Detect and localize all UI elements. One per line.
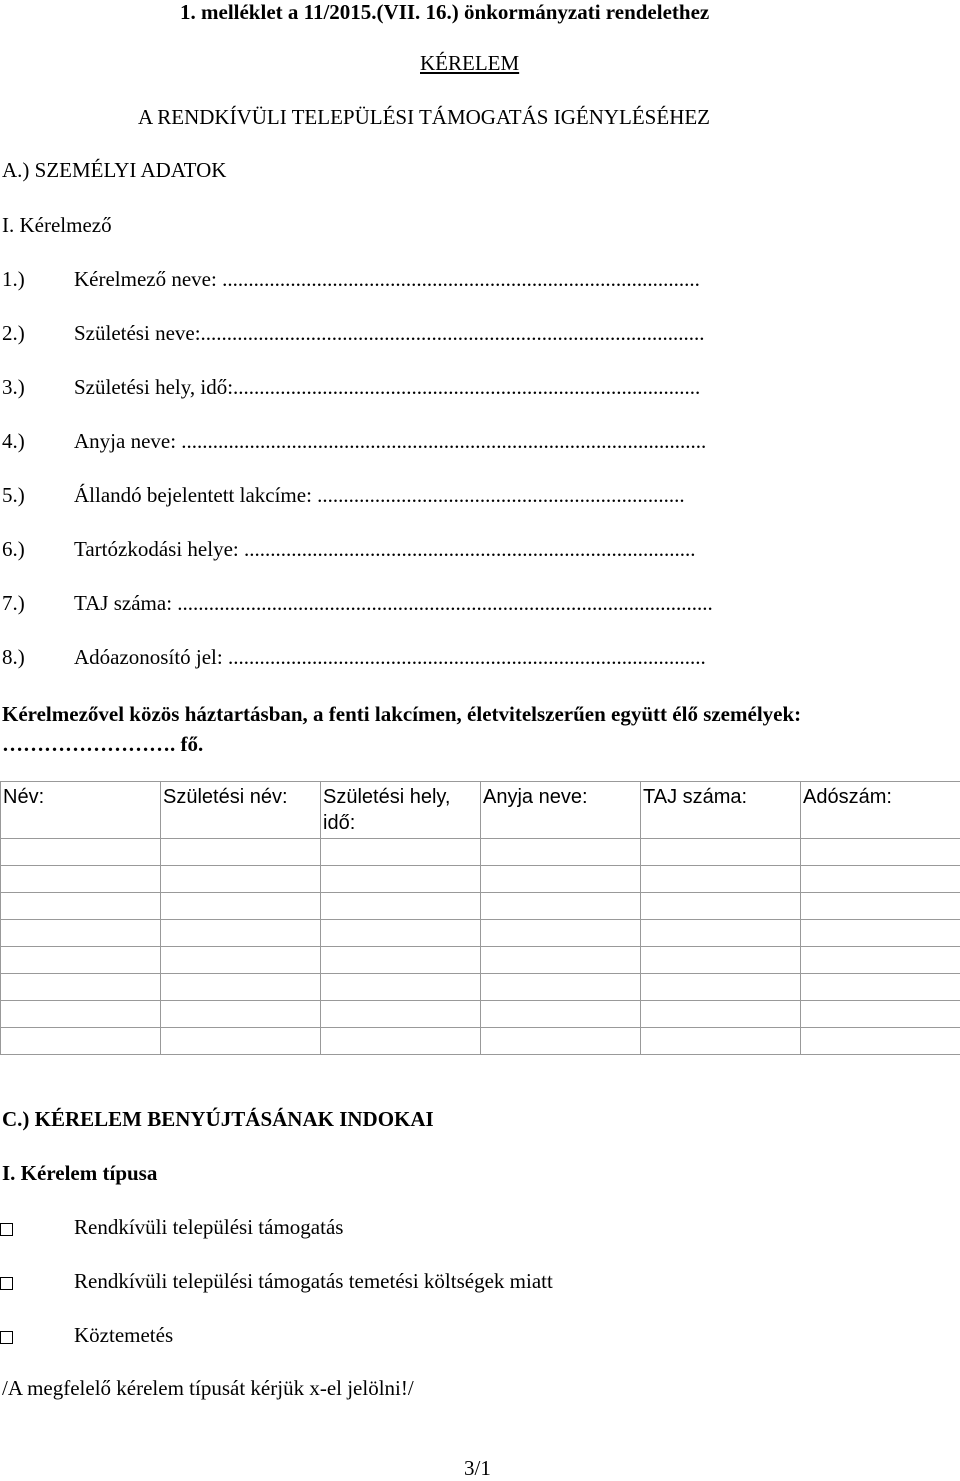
field-birth-place-date[interactable]	[0, 375, 960, 403]
field-number: 8.)	[2, 645, 25, 670]
table-cell	[161, 947, 321, 974]
table-cell	[1, 947, 161, 974]
table-cell-input[interactable]	[481, 976, 640, 1002]
column-header-name: Név:	[1, 782, 161, 839]
column-header-birth-place-date: Születési hely, idő:	[321, 782, 481, 839]
table-cell	[161, 893, 321, 920]
table-cell-input[interactable]	[161, 895, 320, 921]
option-funeral-support[interactable]	[0, 1269, 960, 1299]
table-cell	[641, 947, 801, 974]
field-tax-id[interactable]	[0, 645, 960, 673]
table-cell	[161, 920, 321, 947]
field-birth-name[interactable]	[0, 321, 960, 349]
table-cell-input[interactable]	[1, 895, 160, 921]
table-cell	[641, 866, 801, 893]
table-cell-input[interactable]	[801, 868, 960, 894]
table-cell-input[interactable]	[801, 1003, 960, 1029]
table-row	[1, 839, 960, 866]
table-header-row	[1, 782, 960, 839]
field-number: 1.)	[2, 267, 25, 292]
table-cell-input[interactable]	[801, 949, 960, 975]
table-cell-input[interactable]	[161, 1003, 320, 1029]
table-cell	[321, 1001, 481, 1028]
table-cell-input[interactable]	[801, 976, 960, 1002]
table-cell-input[interactable]	[161, 922, 320, 948]
table-cell	[481, 1028, 641, 1055]
table-cell	[161, 1001, 321, 1028]
field-label: Állandó bejelentett lakcíme: ......................................................................	[74, 483, 685, 508]
field-label: Anyja neve: ....................................................................................................	[74, 429, 706, 454]
field-number: 7.)	[2, 591, 25, 616]
table-cell-input[interactable]	[1, 1030, 160, 1056]
table-cell-input[interactable]	[641, 922, 800, 948]
table-cell	[1, 1028, 161, 1055]
table-cell-input[interactable]	[1, 949, 160, 975]
document-title: KÉRELEM	[420, 51, 519, 76]
table-cell-input[interactable]	[161, 1030, 320, 1056]
table-cell	[801, 893, 960, 920]
checkbox[interactable]	[0, 1223, 13, 1236]
table-cell	[1, 893, 161, 920]
table-cell	[641, 839, 801, 866]
table-cell	[641, 893, 801, 920]
selection-instruction: /A megfelelő kérelem típusát kérjük x-el jelölni!/	[2, 1376, 414, 1401]
table-row	[1, 920, 960, 947]
household-members-table	[0, 781, 960, 1055]
table-cell-input[interactable]	[481, 868, 640, 894]
page-number: 3/1	[464, 1456, 491, 1481]
column-header-taj: TAJ száma:	[641, 782, 801, 839]
table-cell	[1, 920, 161, 947]
table-cell	[481, 974, 641, 1001]
table-row	[1, 1001, 960, 1028]
applicant-heading: I. Kérelmező	[2, 213, 112, 238]
table-cell	[801, 1001, 960, 1028]
field-number: 2.)	[2, 321, 25, 346]
table-cell	[321, 893, 481, 920]
table-cell	[641, 974, 801, 1001]
table-cell-input[interactable]	[321, 922, 480, 948]
table-cell	[321, 839, 481, 866]
table-cell	[1, 974, 161, 1001]
table-cell-input[interactable]	[641, 1003, 800, 1029]
table-cell-input[interactable]	[641, 976, 800, 1002]
table-row	[1, 866, 960, 893]
table-cell-input[interactable]	[641, 868, 800, 894]
table-cell-input[interactable]	[1, 868, 160, 894]
field-taj-number[interactable]	[0, 591, 960, 619]
section-c-heading: C.) KÉRELEM BENYÚJTÁSÁNAK INDOKAI	[2, 1107, 434, 1132]
option-label: Rendkívüli települési támogatás	[74, 1215, 343, 1240]
table-cell-input[interactable]	[481, 949, 640, 975]
table-cell	[801, 947, 960, 974]
field-label: Születési neve:................................................................................................	[74, 321, 705, 346]
table-cell	[481, 839, 641, 866]
table-cell	[481, 1001, 641, 1028]
document-subtitle: A RENDKÍVÜLI TELEPÜLÉSI TÁMOGATÁS IGÉNYLÉSÉHEZ	[138, 105, 710, 130]
household-count-field[interactable]: ……………………. fő.	[2, 732, 203, 757]
field-mother-name[interactable]	[0, 429, 960, 457]
table-cell	[481, 947, 641, 974]
table-cell	[1, 866, 161, 893]
table-cell	[481, 920, 641, 947]
table-cell	[161, 839, 321, 866]
field-label: Tartózkodási helye: ......................................................................................	[74, 537, 695, 562]
table-cell-input[interactable]	[481, 1003, 640, 1029]
table-cell-input[interactable]	[481, 922, 640, 948]
table-cell	[641, 1001, 801, 1028]
table-cell	[1, 839, 161, 866]
table-cell-input[interactable]	[801, 922, 960, 948]
annex-reference: 1. melléklet a 11/2015.(VII. 16.) önkormányzati rendelethez	[180, 0, 709, 25]
field-label: Kérelmező neve: ...........................................................................................	[74, 267, 700, 292]
table-cell-input[interactable]	[481, 895, 640, 921]
table-cell	[321, 974, 481, 1001]
option-label: Rendkívüli települési támogatás temetési költségek miatt	[74, 1269, 553, 1294]
table-row	[1, 1028, 960, 1055]
table-cell	[801, 920, 960, 947]
table-cell	[801, 974, 960, 1001]
section-a-heading: A.) SZEMÉLYI ADATOK	[2, 158, 226, 183]
table-cell-input[interactable]	[321, 841, 480, 867]
table-cell-input[interactable]	[321, 1030, 480, 1056]
field-number: 3.)	[2, 375, 25, 400]
table-cell-input[interactable]	[321, 976, 480, 1002]
table-cell-input[interactable]	[641, 841, 800, 867]
table-cell-input[interactable]	[1, 922, 160, 948]
table-cell-input[interactable]	[1, 976, 160, 1002]
table-cell-input[interactable]	[801, 1030, 960, 1056]
field-number: 4.)	[2, 429, 25, 454]
table-cell	[161, 1028, 321, 1055]
field-residence[interactable]	[0, 537, 960, 565]
table-cell	[321, 947, 481, 974]
request-type-heading: I. Kérelem típusa	[2, 1161, 157, 1186]
column-header-mother-name: Anyja neve:	[481, 782, 641, 839]
table-cell	[641, 1028, 801, 1055]
field-number: 5.)	[2, 483, 25, 508]
table-cell	[641, 920, 801, 947]
field-label: Születési hely, idő:.........................................................................................	[74, 375, 700, 400]
table-cell-input[interactable]	[481, 841, 640, 867]
field-number: 6.)	[2, 537, 25, 562]
field-label: TAJ száma: ......................................................................................................	[74, 591, 713, 616]
table-cell	[801, 839, 960, 866]
checkbox[interactable]	[0, 1277, 13, 1290]
checkbox[interactable]	[0, 1331, 13, 1344]
table-cell-input[interactable]	[161, 841, 320, 867]
table-cell-input[interactable]	[1, 1003, 160, 1029]
column-header-birth-name: Születési név:	[161, 782, 321, 839]
table-cell-input[interactable]	[641, 895, 800, 921]
table-cell-input[interactable]	[1, 841, 160, 867]
table-cell-input[interactable]	[321, 895, 480, 921]
table-cell-input[interactable]	[321, 1003, 480, 1029]
table-cell-input[interactable]	[641, 1030, 800, 1056]
table-cell	[321, 1028, 481, 1055]
table-cell-input[interactable]	[801, 841, 960, 867]
table-row	[1, 947, 960, 974]
table-cell	[321, 920, 481, 947]
household-statement: Kérelmezővel közös háztartásban, a fenti lakcímen, életvitelszerűen együtt élő személyek:	[2, 702, 801, 727]
table-cell-input[interactable]	[641, 949, 800, 975]
table-cell-input[interactable]	[321, 868, 480, 894]
table-cell	[161, 974, 321, 1001]
table-cell-input[interactable]	[161, 976, 320, 1002]
table-cell	[161, 866, 321, 893]
table-cell	[801, 1028, 960, 1055]
table-cell-input[interactable]	[801, 895, 960, 921]
table-cell-input[interactable]	[161, 868, 320, 894]
table-cell-input[interactable]	[161, 949, 320, 975]
table-row	[1, 974, 960, 1001]
table-cell-input[interactable]	[481, 1030, 640, 1056]
column-header-tax-number: Adószám:	[801, 782, 960, 839]
option-public-burial[interactable]	[0, 1323, 960, 1353]
table-cell	[1, 1001, 161, 1028]
field-applicant-name[interactable]	[0, 267, 960, 295]
option-extraordinary-support[interactable]	[0, 1215, 960, 1245]
field-label: Adóazonosító jel: ...........................................................................................	[74, 645, 706, 670]
table-cell	[481, 866, 641, 893]
field-permanent-address[interactable]	[0, 483, 960, 511]
table-cell	[801, 866, 960, 893]
table-cell-input[interactable]	[321, 949, 480, 975]
table-row	[1, 893, 960, 920]
option-label: Köztemetés	[74, 1323, 173, 1348]
table-cell	[481, 893, 641, 920]
table-cell	[321, 866, 481, 893]
